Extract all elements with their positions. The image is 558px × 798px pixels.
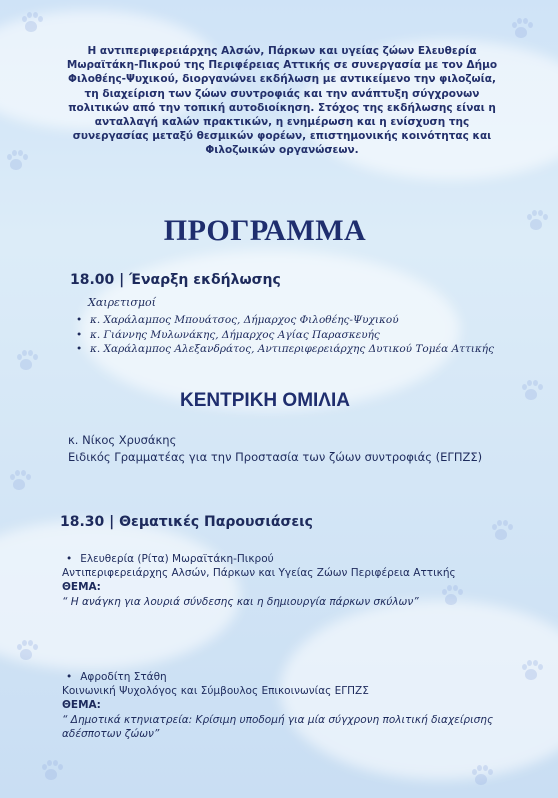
session1-subtitle: Χαιρετισμοί (88, 296, 156, 309)
paw-print-icon (470, 765, 492, 787)
list-item: • κ. Χαράλαμπος Αλεξανδράτος, Αντιπεριφερειάρχης Δυτικού Τομέα Αττικής (70, 342, 520, 357)
topic-label: ΘΕΜΑ: (62, 581, 101, 594)
topic-label: ΘΕΜΑ: (62, 699, 101, 712)
paw-print-icon (8, 470, 30, 492)
keynote-speaker: κ. Νίκος Χρυσάκης (68, 433, 177, 447)
paw-print-icon (20, 12, 42, 34)
presenter-role: Κοινωνική Ψυχολόγος και Σύμβουλος Επικοινωνίας ΕΓΠΖΣ (62, 685, 369, 698)
presentation-item (62, 552, 542, 609)
presenter-name: • Αφροδίτη Στάθη (62, 670, 542, 684)
presenter-name: • Ελευθερία (Ρίτα) Μωραϊτάκη-Πικρού (62, 552, 542, 566)
program-heading: ΠΡΟΓΡΑΜΜΑ (163, 214, 367, 247)
paw-print-icon (510, 18, 532, 40)
session1-time-title: 18.00 | Έναρξη εκδήλωσης (70, 272, 281, 288)
paw-print-icon (40, 760, 62, 782)
intro-paragraph: Η αντιπεριφερειάρχης Αλσών, Πάρκων και υγείας ζώων Ελευθερία Μωραϊτάκη-Πικρού της Περιφέρειας Αττικής σε συνεργασία με τον Δήμο Φιλοθέης-Ψυχικού, διοργανώνει εκδήλωση με αντικείμενο την φιλοζωία, τη διαχείριση των ζώων συντροφιάς και την ανάπτυξη σύγχρονων πολιτικών από την τοπική αυτοδιοίκηση. Στόχος της εκδήλωσης είναι η ανταλλαγή καλών πρακτικών, η ενημέρωση και η ενίσχυση της συνεργασίας μεταξύ θεσμικών φορέων, επιστημονικής κοινότητας και Φιλοζωικών οργανώσεων. (66, 45, 498, 157)
greeting-speakers-list (70, 313, 520, 357)
list-item: • κ. Γιάννης Μυλωνάκης, Δήμαρχος Αγίας Παρασκευής (70, 328, 520, 343)
session2-time-title: 18.30 | Θεματικές Παρουσιάσεις (60, 514, 313, 530)
keynote-block (68, 432, 488, 466)
paw-print-icon (5, 150, 27, 172)
list-item: • κ. Χαράλαμπος Μπουάτσος, Δήμαρχος Φιλοθέης-Ψυχικού (70, 313, 520, 328)
presentation-item (62, 670, 542, 741)
presenter-role: Αντιπεριφερειάρχης Αλσών, Πάρκων και Υγείας Ζώων Περιφέρεια Αττικής (62, 567, 456, 580)
keynote-heading: ΚΕΝΤΡΙΚΗ ΟΜΙΛΙΑ (180, 390, 350, 411)
topic-text: “ Δημοτικά κτηνιατρεία: Κρίσιμη υποδομή για μία σύγχρονη πολιτική διαχείρισης αδέσποτων ζώων” (62, 713, 494, 740)
keynote-role: Ειδικός Γραμματέας για την Προστασία των ζώων συντροφιάς (ΕΓΠΖΣ) (68, 450, 483, 464)
topic-text: “ Η ανάγκη για λουριά σύνδεσης και η δημιουργία πάρκων σκύλων” (62, 595, 419, 608)
paw-print-icon (15, 640, 37, 662)
paw-print-icon (490, 520, 512, 542)
paw-print-icon (15, 350, 37, 372)
